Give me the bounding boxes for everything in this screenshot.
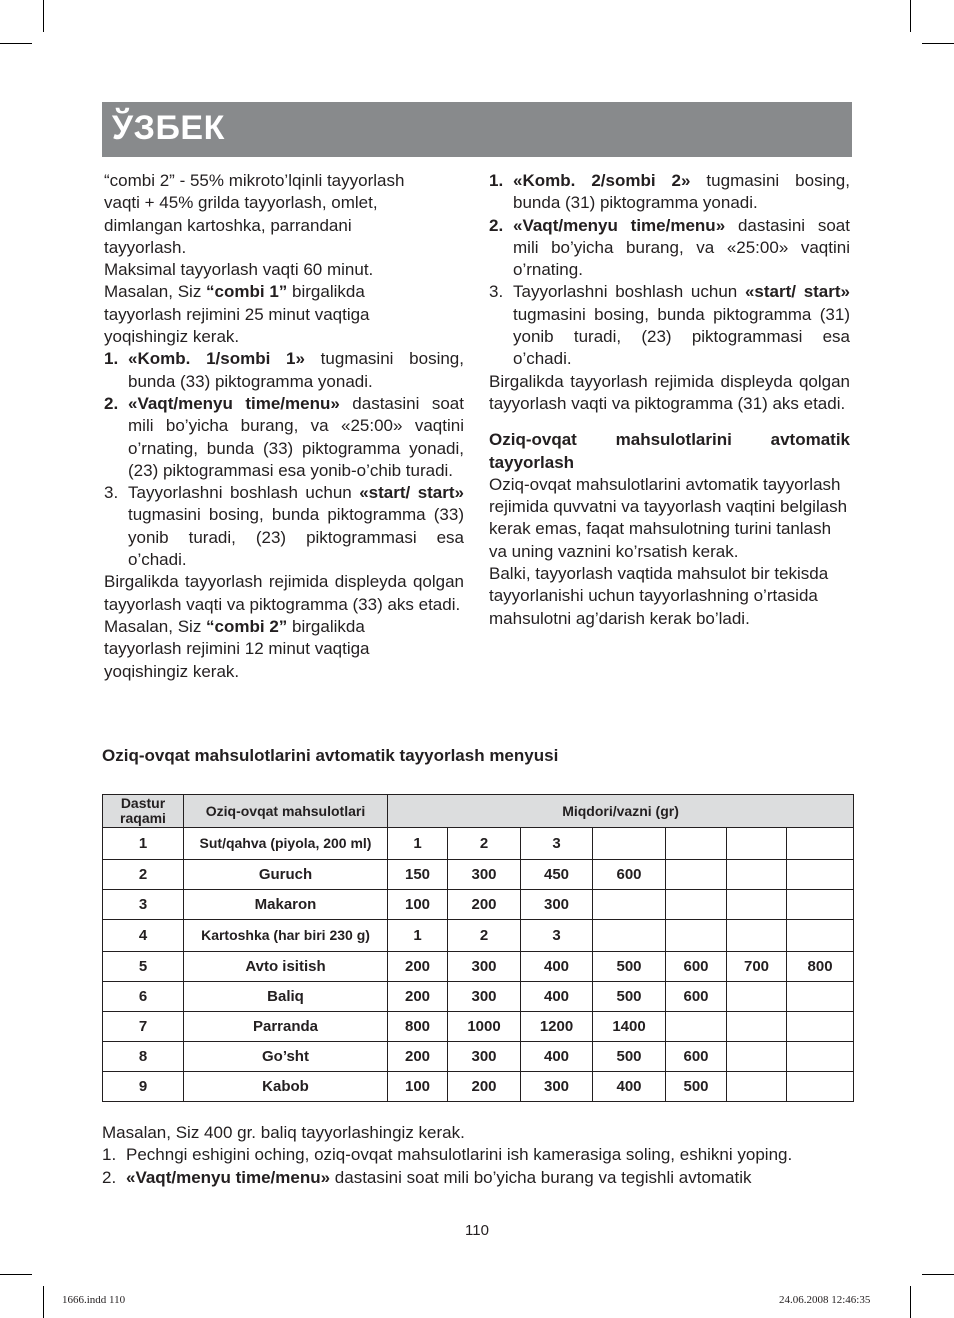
table-row: [103, 890, 854, 920]
weight-cell: [787, 860, 854, 890]
table-row: [103, 1072, 854, 1102]
weight-cell: [787, 920, 854, 952]
weight-cell: [727, 1012, 787, 1042]
food-name-cell: Avto isitish: [184, 952, 388, 982]
weight-cell: 300: [521, 1072, 593, 1102]
crop-mark: [910, 1286, 911, 1318]
weight-cell: 300: [448, 952, 521, 982]
program-number-cell: 1: [103, 828, 184, 860]
paragraph: Oziq-ovqat mahsulotlarini avtomatik tayyorlash rejimida quvvatni va tayyorlash vaqtini belgilash kerak emas, faqat mahsulotning turini tanlash va uning vaznini ko’rsatish kerak.: [489, 474, 848, 561]
program-number-cell: 3: [103, 890, 184, 920]
food-name-cell: Makaron: [184, 890, 388, 920]
paragraph: Maksimal tayyorlash vaqti 60 minut.: [104, 260, 374, 280]
weight-cell: [787, 828, 854, 860]
header-title: ЎЗБЕК: [112, 109, 225, 147]
page-number: 110: [465, 1222, 489, 1239]
weight-cell: 200: [388, 952, 448, 982]
table-row: [103, 1012, 854, 1042]
weight-cell: 100: [388, 1072, 448, 1102]
table-row: [103, 952, 854, 982]
weight-cell: [666, 920, 727, 952]
weight-cell: 600: [666, 1042, 727, 1072]
crop-mark: [0, 1274, 32, 1275]
weight-cell: 500: [666, 1072, 727, 1102]
slug-file-info: 1666.indd 110: [62, 1294, 126, 1306]
weight-cell: 300: [521, 890, 593, 920]
list-item: 3. Tayyorlashni boshlash uchun «start/ start» tugmasini bosing, bunda piktogramma (33) yonib turadi, (23) piktogrammasi esa o’chadi.: [104, 483, 464, 570]
list-item: 3. Tayyorlashni boshlash uchun «start/ start» tugmasini bosing, bunda piktogramma (31) yonib turadi, (23) piktogrammasi esa o’chadi.: [489, 282, 850, 369]
weight-cell: 500: [593, 952, 666, 982]
weight-cell: 1200: [521, 1012, 593, 1042]
header-weight: Miqdori/vazni (gr): [388, 795, 854, 828]
paragraph: Masalan, Siz “combi 2” birgalikda tayyorlash rejimini 12 minut vaqtiga yoqishingiz kerak.: [104, 616, 370, 681]
weight-cell: [666, 828, 727, 860]
weight-cell: 450: [521, 860, 593, 890]
weight-cell: 1400: [593, 1012, 666, 1042]
paragraph: Birgalikda tayyorlash rejimida displeyda qolgan tayyorlash vaqti va piktogramma (31) aks etadi.: [489, 371, 850, 413]
left-column: [104, 170, 464, 683]
weight-cell: [666, 1012, 727, 1042]
crop-mark: [0, 43, 32, 44]
weight-cell: 300: [448, 982, 521, 1012]
food-name-cell: Go’sht: [184, 1042, 388, 1072]
food-name-cell: Guruch: [184, 860, 388, 890]
table-row: [103, 982, 854, 1012]
table-row: [103, 1042, 854, 1072]
paragraph: Masalan, Siz 400 gr. baliq tayyorlashingiz kerak.: [102, 1123, 465, 1142]
language-header: [102, 102, 852, 157]
weight-cell: 400: [593, 1072, 666, 1102]
program-number-cell: 5: [103, 952, 184, 982]
weight-cell: [666, 890, 727, 920]
weight-cell: 2: [448, 828, 521, 860]
weight-cell: [593, 890, 666, 920]
weight-cell: [727, 890, 787, 920]
auto-cook-menu-table: [102, 794, 854, 1102]
food-name-cell: Kartoshka (har biri 230 g): [184, 920, 388, 952]
table-title: Oziq-ovqat mahsulotlarini avtomatik tayyorlash menyusi: [102, 746, 559, 765]
weight-cell: 1: [388, 920, 448, 952]
list-item: 2. «Vaqt/menyu time/menu» dastasini soat mili bo’yicha burang, va «25:00» vaqtini o’rnating.: [489, 215, 850, 280]
bottom-text: [102, 1122, 852, 1189]
list-item: 2. «Vaqt/menyu time/menu» dastasini soat mili bo’yicha burang va tegishli avtomatik: [102, 1167, 752, 1187]
weight-cell: 600: [593, 860, 666, 890]
table-row: [103, 920, 854, 952]
program-number-cell: 9: [103, 1072, 184, 1102]
paragraph: Balki, tayyorlash vaqtida mahsulot bir tekisda tayyorlanishi uchun tayyorlashning o’rtasida mahsulotni ag’darish kerak bo’ladi.: [489, 564, 829, 628]
program-number-cell: 6: [103, 982, 184, 1012]
crop-mark: [43, 0, 44, 32]
food-name-cell: Parranda: [184, 1012, 388, 1042]
food-name-cell: Baliq: [184, 982, 388, 1012]
crop-mark: [922, 1274, 954, 1275]
weight-cell: [593, 920, 666, 952]
table-row: [103, 828, 854, 860]
weight-cell: [727, 982, 787, 1012]
paragraph: “combi 2” - 55% mikroto’lqinli tayyorlash vaqti + 45% grilda tayyorlash, omlet, dimlangan kartoshka, parrandani tayyorlash.: [104, 171, 405, 257]
paragraph: Masalan, Siz “combi 1” birgalikda tayyorlash rejimini 25 minut vaqtiga yoqishingiz kerak.: [104, 282, 370, 347]
weight-cell: 3: [521, 828, 593, 860]
weight-cell: [787, 1072, 854, 1102]
list-item: 1. «Komb. 2/sombi 2» tugmasini bosing, bunda (31) piktogramma yonadi.: [489, 171, 850, 213]
food-name-cell: Kabob: [184, 1072, 388, 1102]
weight-cell: 150: [388, 860, 448, 890]
weight-cell: 600: [666, 982, 727, 1012]
crop-mark: [910, 0, 911, 32]
weight-cell: 400: [521, 982, 593, 1012]
weight-cell: [787, 1012, 854, 1042]
weight-cell: 400: [521, 1042, 593, 1072]
list-item: 2. «Vaqt/menyu time/menu» dastasini soat mili bo’yicha burang, va «25:00» vaqtini o’rnating, bunda (33) piktogramma yonadi,(23) piktogrammasi esa yonib-o’chib turadi.: [104, 393, 464, 480]
weight-cell: 200: [448, 1072, 521, 1102]
weight-cell: [727, 828, 787, 860]
weight-cell: 200: [448, 890, 521, 920]
weight-cell: 800: [787, 952, 854, 982]
section-heading: Oziq-ovqat mahsulotlarini avtomatik tayyorlash: [489, 430, 850, 472]
weight-cell: [727, 1042, 787, 1072]
weight-cell: 600: [666, 952, 727, 982]
weight-cell: 700: [727, 952, 787, 982]
header-program-number: Dastur raqami: [103, 795, 184, 828]
slug-date-info: 24.06.2008 12:46:35: [779, 1294, 871, 1306]
weight-cell: 400: [521, 952, 593, 982]
weight-cell: 800: [388, 1012, 448, 1042]
weight-cell: 300: [448, 860, 521, 890]
right-column: [489, 170, 850, 630]
food-name-cell: Sut/qahva (piyola, 200 ml): [184, 828, 388, 860]
list-item: 1. «Komb. 1/sombi 1» tugmasini bosing, bunda (33) piktogramma yonadi.: [104, 349, 464, 391]
weight-cell: 1: [388, 828, 448, 860]
weight-cell: [787, 890, 854, 920]
crop-mark: [43, 1286, 44, 1318]
paragraph: Birgalikda tayyorlash rejimida displeyda qolgan tayyorlash vaqti va piktogramma (33) aks etadi.: [104, 572, 464, 614]
weight-cell: 500: [593, 982, 666, 1012]
program-number-cell: 4: [103, 920, 184, 952]
list-item: 1. Pechngi eshigini oching, oziq-ovqat mahsulotlarini ish kamerasiga soling, eshikni yoping.: [102, 1145, 793, 1165]
weight-cell: 100: [388, 890, 448, 920]
weight-cell: [727, 860, 787, 890]
crop-mark: [922, 43, 954, 44]
weight-cell: 500: [593, 1042, 666, 1072]
weight-cell: 1000: [448, 1012, 521, 1042]
weight-cell: 3: [521, 920, 593, 952]
weight-cell: [727, 920, 787, 952]
weight-cell: 200: [388, 982, 448, 1012]
weight-cell: [593, 828, 666, 860]
weight-cell: 300: [448, 1042, 521, 1072]
weight-cell: 200: [388, 1042, 448, 1072]
program-number-cell: 2: [103, 860, 184, 890]
header-food-products: Oziq-ovqat mahsulotlari: [184, 795, 388, 828]
weight-cell: [666, 860, 727, 890]
weight-cell: [787, 982, 854, 1012]
weight-cell: [727, 1072, 787, 1102]
table-row: [103, 860, 854, 890]
program-number-cell: 8: [103, 1042, 184, 1072]
program-number-cell: 7: [103, 1012, 184, 1042]
weight-cell: 2: [448, 920, 521, 952]
weight-cell: [787, 1042, 854, 1072]
